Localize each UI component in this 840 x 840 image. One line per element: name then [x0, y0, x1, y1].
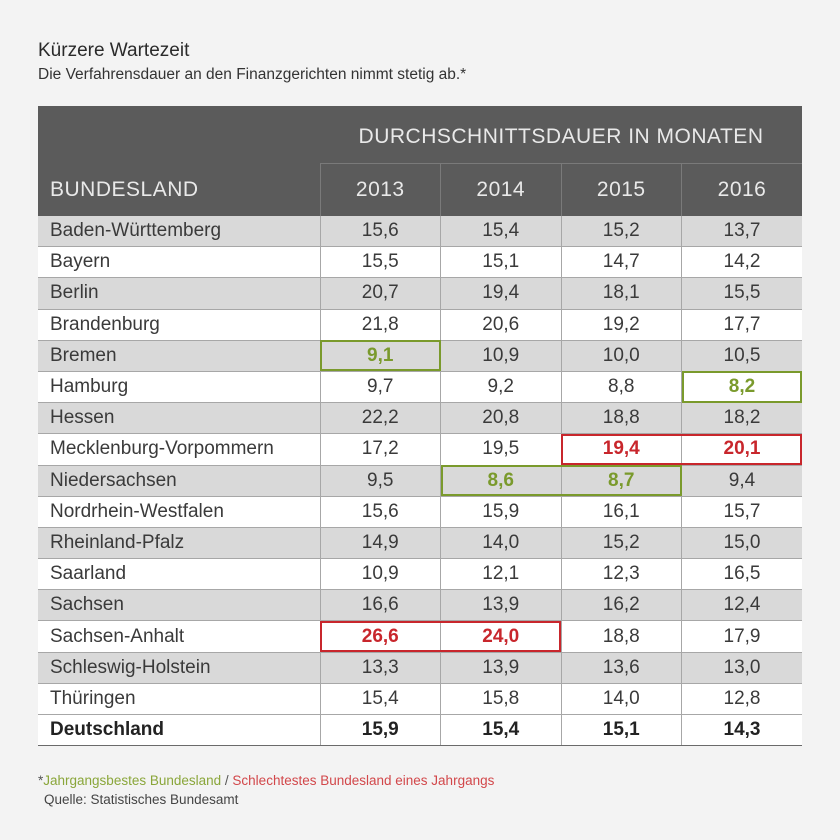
legend-best-label: Jahrgangsbestes Bundesland [43, 773, 222, 788]
value-cell-2014: 15,4 [441, 216, 562, 247]
legend-separator: / [221, 773, 233, 788]
value-cell-2016: 10,5 [682, 340, 803, 371]
value-cell-2013: 21,8 [320, 309, 441, 340]
value-cell-2016: 14,2 [682, 247, 803, 278]
table-row [38, 590, 802, 621]
value-cell-2015: 13,6 [561, 652, 682, 683]
value-cell-2015: 8,7 [561, 465, 682, 496]
value-cell-2013: 13,3 [320, 652, 441, 683]
value-cell-2016: 18,2 [682, 403, 803, 434]
state-name: Thüringen [38, 683, 320, 714]
state-name: Schleswig-Holstein [38, 652, 320, 683]
table-row [38, 652, 802, 683]
value-cell-2016: 15,7 [682, 496, 803, 527]
year-header-2014: 2014 [441, 164, 562, 217]
legend-worst-label: Schlechtestes Bundesland eines Jahrgangs [232, 773, 495, 788]
value-cell-2015: 15,2 [561, 527, 682, 558]
year-header-2013: 2013 [320, 164, 441, 217]
value-cell-2014: 13,9 [441, 652, 562, 683]
state-name: Hessen [38, 403, 320, 434]
state-name: Bayern [38, 247, 320, 278]
value-cell-2016: 12,4 [682, 590, 803, 621]
table-row [38, 496, 802, 527]
value-cell-2016: 12,8 [682, 683, 803, 714]
value-cell-2013: 9,7 [320, 371, 441, 402]
value-cell-2016: 13,0 [682, 652, 803, 683]
value-cell-2014: 13,9 [441, 590, 562, 621]
value-cell-2015: 8,8 [561, 371, 682, 402]
table-row [38, 403, 802, 434]
value-cell-2013: 9,1 [320, 340, 441, 371]
legend [38, 773, 494, 788]
state-name: Hamburg [38, 371, 320, 402]
state-name: Nordrhein-Westfalen [38, 496, 320, 527]
table-body [38, 216, 802, 746]
value-cell-2016: 14,3 [682, 715, 803, 746]
value-cell-2014: 14,0 [441, 527, 562, 558]
page-subtitle: Die Verfahrensdauer an den Finanzgerichten nimmt stetig ab.* [38, 66, 467, 83]
value-cell-2014: 15,9 [441, 496, 562, 527]
value-cell-2016: 8,2 [682, 371, 803, 402]
value-cell-2014: 15,1 [441, 247, 562, 278]
table-header [38, 106, 802, 216]
value-cell-2014: 12,1 [441, 559, 562, 590]
value-cell-2016: 16,5 [682, 559, 803, 590]
value-cell-2016: 17,9 [682, 621, 803, 652]
value-cell-2014: 15,4 [441, 715, 562, 746]
row-header: BUNDESLAND [38, 106, 320, 216]
state-name: Niedersachsen [38, 465, 320, 496]
state-name: Berlin [38, 278, 320, 309]
state-name: Deutschland [38, 715, 320, 746]
value-cell-2013: 15,4 [320, 683, 441, 714]
value-cell-2013: 15,9 [320, 715, 441, 746]
value-cell-2015: 18,8 [561, 621, 682, 652]
page-title: Kürzere Wartezeit [38, 40, 190, 61]
table-row [38, 340, 802, 371]
year-header-2015: 2015 [561, 164, 682, 217]
value-cell-2015: 18,1 [561, 278, 682, 309]
value-cell-2013: 14,9 [320, 527, 441, 558]
value-cell-2016: 13,7 [682, 216, 803, 247]
table-row [38, 559, 802, 590]
value-cell-2015: 14,0 [561, 683, 682, 714]
state-name: Sachsen-Anhalt [38, 621, 320, 652]
state-name: Bremen [38, 340, 320, 371]
table-row [38, 309, 802, 340]
value-cell-2013: 15,6 [320, 496, 441, 527]
value-cell-2014: 20,8 [441, 403, 562, 434]
state-name: Saarland [38, 559, 320, 590]
value-cell-2015: 19,2 [561, 309, 682, 340]
data-table [38, 106, 802, 746]
value-cell-2016: 9,4 [682, 465, 803, 496]
group-header: DURCHSCHNITTSDAUER IN MONATEN [320, 106, 802, 164]
value-cell-2015: 15,2 [561, 216, 682, 247]
legend-star: * [38, 773, 44, 788]
value-cell-2013: 9,5 [320, 465, 441, 496]
value-cell-2014: 20,6 [441, 309, 562, 340]
state-name: Baden-Württemberg [38, 216, 320, 247]
value-cell-2015: 19,4 [561, 434, 682, 465]
value-cell-2014: 8,6 [441, 465, 562, 496]
value-cell-2014: 15,8 [441, 683, 562, 714]
value-cell-2015: 10,0 [561, 340, 682, 371]
table-row [38, 683, 802, 714]
source-note: Quelle: Statistisches Bundesamt [44, 792, 239, 807]
value-cell-2013: 15,5 [320, 247, 441, 278]
value-cell-2014: 24,0 [441, 621, 562, 652]
table-row [38, 278, 802, 309]
value-cell-2015: 12,3 [561, 559, 682, 590]
value-cell-2015: 16,2 [561, 590, 682, 621]
value-cell-2013: 10,9 [320, 559, 441, 590]
value-cell-2015: 14,7 [561, 247, 682, 278]
state-name: Mecklenburg-Vorpommern [38, 434, 320, 465]
value-cell-2013: 26,6 [320, 621, 441, 652]
value-cell-2015: 18,8 [561, 403, 682, 434]
table-row [38, 621, 802, 652]
value-cell-2013: 17,2 [320, 434, 441, 465]
table-row [38, 465, 802, 496]
state-name: Brandenburg [38, 309, 320, 340]
table-row [38, 715, 802, 746]
table-row [38, 527, 802, 558]
table-row [38, 247, 802, 278]
value-cell-2014: 10,9 [441, 340, 562, 371]
value-cell-2014: 19,4 [441, 278, 562, 309]
year-header-2016: 2016 [682, 164, 803, 217]
value-cell-2013: 16,6 [320, 590, 441, 621]
value-cell-2016: 17,7 [682, 309, 803, 340]
value-cell-2015: 16,1 [561, 496, 682, 527]
value-cell-2016: 20,1 [682, 434, 803, 465]
value-cell-2015: 15,1 [561, 715, 682, 746]
state-name: Rheinland-Pfalz [38, 527, 320, 558]
value-cell-2014: 9,2 [441, 371, 562, 402]
table-row [38, 434, 802, 465]
value-cell-2016: 15,0 [682, 527, 803, 558]
value-cell-2014: 19,5 [441, 434, 562, 465]
value-cell-2016: 15,5 [682, 278, 803, 309]
value-cell-2013: 15,6 [320, 216, 441, 247]
value-cell-2013: 20,7 [320, 278, 441, 309]
table-row [38, 371, 802, 402]
value-cell-2013: 22,2 [320, 403, 441, 434]
state-name: Sachsen [38, 590, 320, 621]
table-row [38, 216, 802, 247]
